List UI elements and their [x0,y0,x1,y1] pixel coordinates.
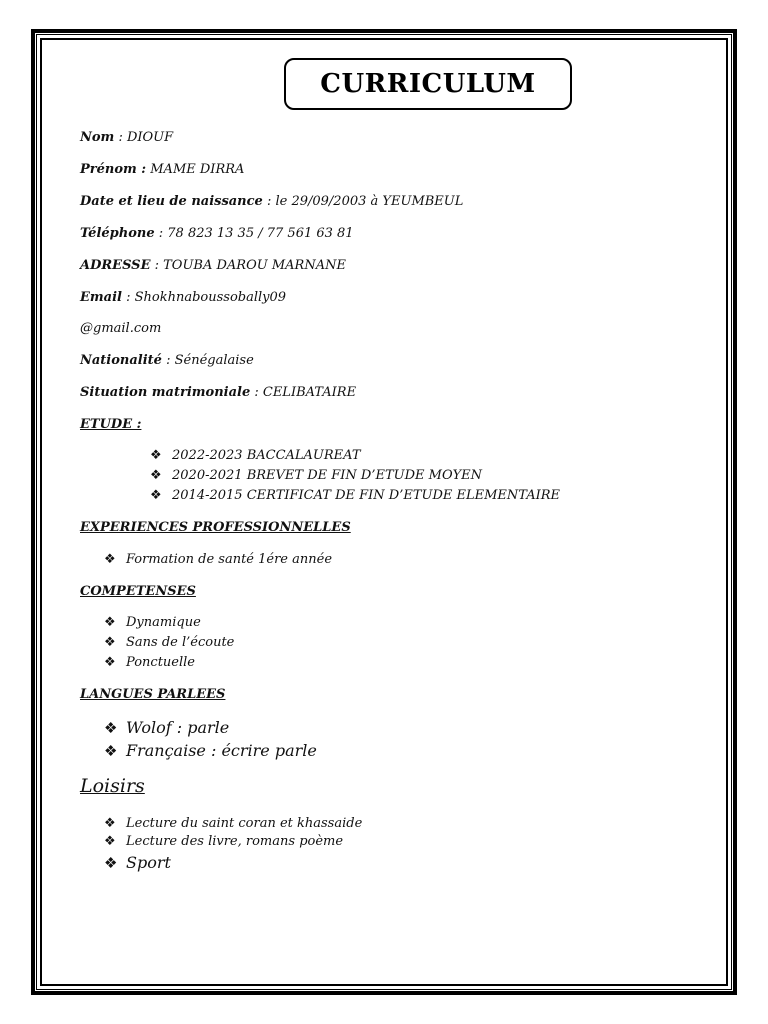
bullet-icon: ❖ [104,742,118,760]
list-item-text: Sans de l’écoute [126,635,235,650]
bullet-icon: ❖ [104,854,118,872]
list-item-text: Sport [126,853,171,872]
bullet-icon: ❖ [104,655,116,670]
list-item [150,468,482,484]
list-item-text: Lecture des livre, romans poème [126,834,344,849]
field-telephone [80,226,354,242]
field-nom-label: Nom [80,130,115,145]
bullet-icon: ❖ [104,834,116,849]
bullet-icon: ❖ [104,552,116,567]
field-telephone-value: 78 823 13 35 / 77 561 63 81 [167,226,354,241]
field-situation [80,385,356,401]
separator: : [114,130,127,145]
field-nom [80,130,173,146]
field-naissance [80,194,463,210]
field-adresse-value: TOUBA DAROU MARNANE [163,258,346,273]
field-nationalite [80,353,254,369]
list-item [104,834,343,850]
list-item-text: Wolof : parle [126,718,230,737]
list-item-text: Lecture du saint coran et khassaide [126,816,363,831]
bullet-icon: ❖ [104,615,116,630]
page-title: CURRICULUM [320,69,536,99]
field-prenom-value: MAME DIRRA [150,162,245,177]
field-adresse-label: ADRESSE [80,258,151,273]
section-heading-etude: ETUDE : [80,417,142,432]
list-item-text: Ponctuelle [126,655,195,670]
list-item [104,741,317,761]
title-box [284,58,572,110]
list-item-text: Formation de santé 1ére année [126,552,333,567]
separator: : [262,194,276,209]
field-nationalite-label: Nationalité [80,353,162,368]
field-situation-value: CELIBATAIRE [262,385,357,400]
field-telephone-label: Téléphone [80,226,155,241]
field-email-continuation: @gmail.com [80,321,162,336]
separator: : [250,385,263,400]
list-item [104,853,171,873]
bullet-icon: ❖ [150,468,162,483]
list-item [104,816,362,832]
list-item-text: 2014-2015 CERTIFICAT DE FIN D’ETUDE ELEMENTAIRE [172,488,561,503]
field-situation-label: Situation matrimoniale [80,385,251,400]
list-item [104,615,201,631]
separator: : [161,353,175,368]
list-item [104,552,332,568]
list-item [150,488,560,504]
separator: : [121,290,135,305]
list-item-text: 2020-2021 BREVET DE FIN D’ETUDE MOYEN [172,468,483,483]
list-item [150,448,361,464]
separator: : [150,258,164,273]
field-email-label: Email [80,290,122,305]
field-nom-value: DIOUF [126,130,174,145]
list-item-text: Dynamique [126,615,201,630]
bullet-icon: ❖ [150,448,162,463]
field-prenom [80,162,244,178]
list-item [104,655,195,671]
field-prenom-label: Prénom : [80,162,147,177]
list-item-text: Française : écrire parle [126,741,317,760]
field-nationalite-value: Sénégalaise [174,353,254,368]
field-naissance-label: Date et lieu de naissance [80,194,263,209]
field-adresse [80,258,346,274]
field-naissance-value: le 29/09/2003 à YEUMBEUL [275,194,464,209]
separator: : [154,226,168,241]
section-heading-competences: COMPETENSES [80,584,196,599]
field-email-value: Shokhnaboussobally09 [134,290,287,305]
list-item-text: 2022-2023 BACCALAUREAT [172,448,361,463]
list-item [104,718,229,738]
bullet-icon: ❖ [104,719,118,737]
bullet-icon: ❖ [150,488,162,503]
section-heading-langues: LANGUES PARLEES [80,687,226,702]
section-heading-experiences: EXPERIENCES PROFESSIONNELLES [80,520,351,535]
bullet-icon: ❖ [104,635,116,650]
field-email [80,290,286,306]
list-item [104,635,234,651]
section-heading-loisirs: Loisirs [80,775,145,797]
bullet-icon: ❖ [104,816,116,831]
